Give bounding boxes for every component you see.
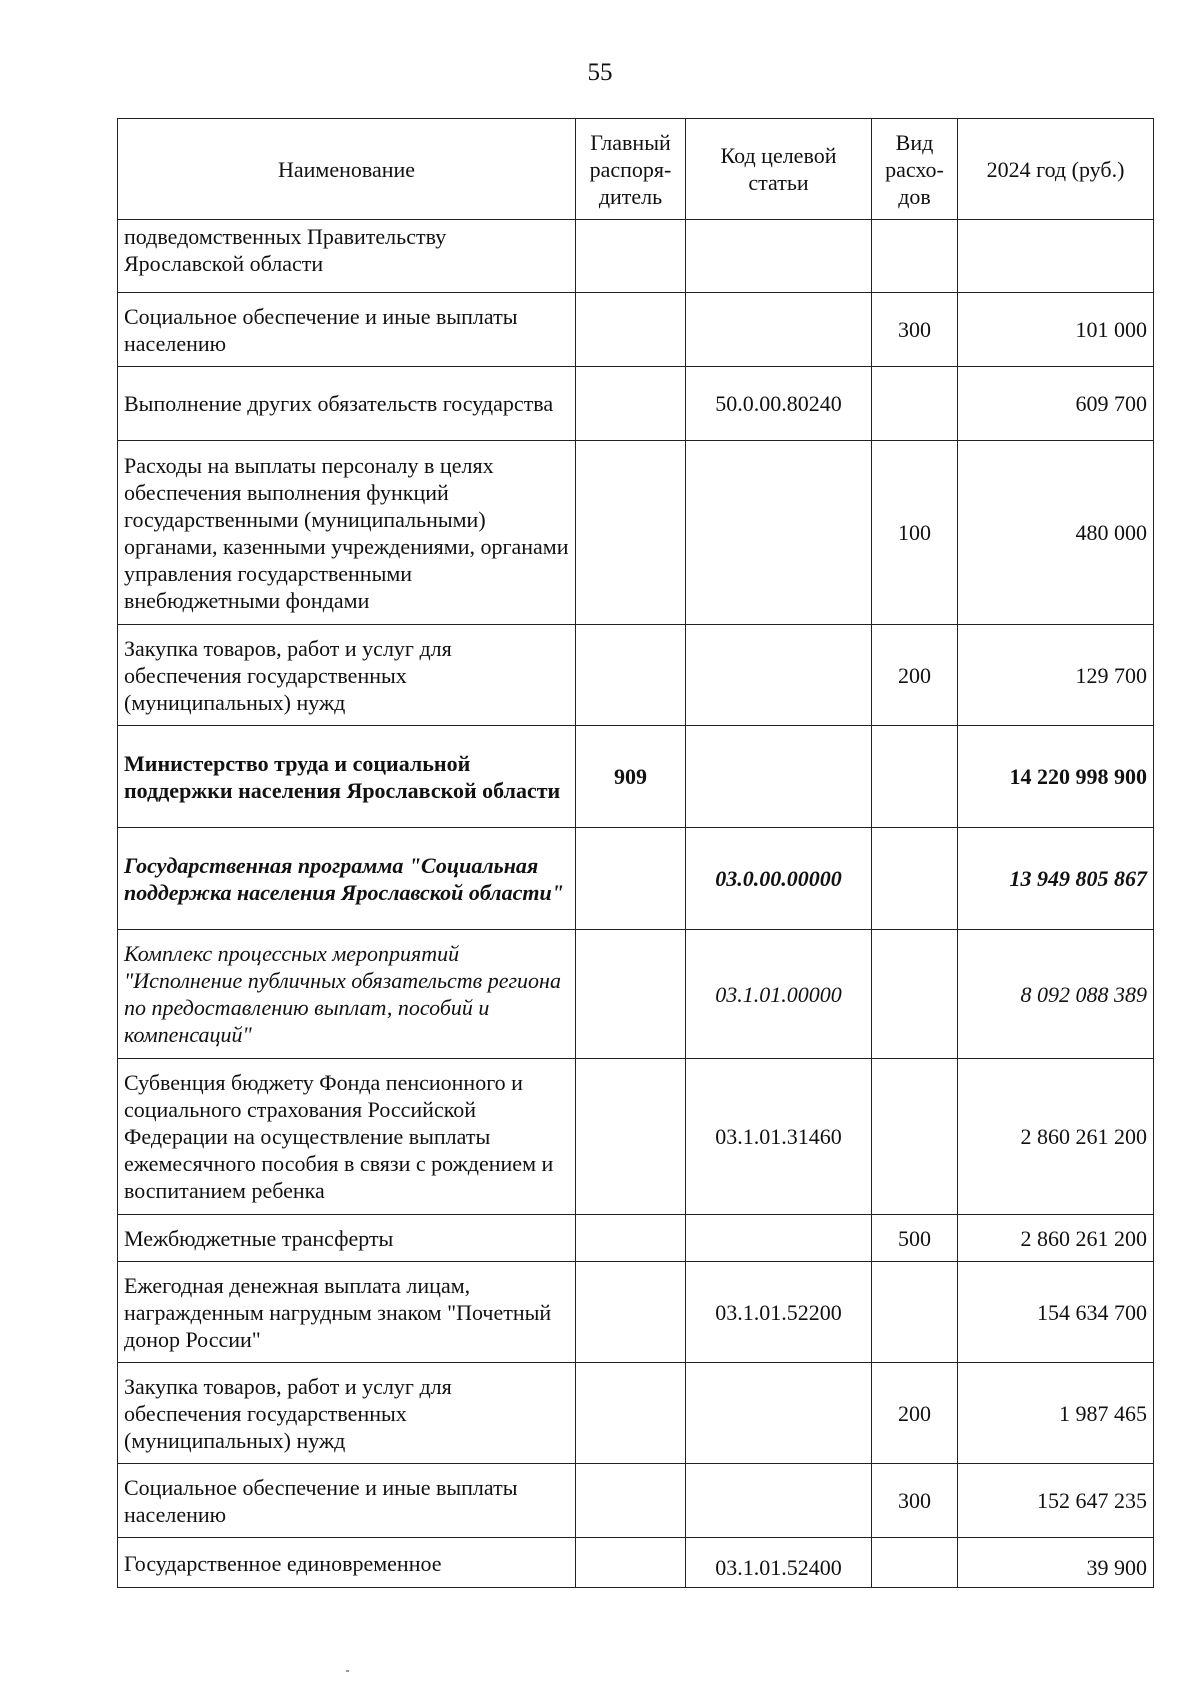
cell-admin: [576, 441, 686, 625]
cell-code: [686, 220, 872, 293]
cell-type: [872, 726, 958, 828]
page-number: 55: [587, 59, 613, 86]
cell-amount: 14 220 998 900: [958, 726, 1154, 828]
cell-admin: 909: [576, 726, 686, 828]
cell-type: 100: [872, 441, 958, 625]
cell-type: [872, 930, 958, 1059]
cell-amount: 152 647 235: [958, 1464, 1154, 1538]
cell-name: Ежегодная денежная выплата лицам, награжденным нагрудным знаком "Почетный донор России": [118, 1262, 576, 1363]
cell-code: 03.1.01.52400: [686, 1538, 872, 1588]
cell-name: Межбюджетные трансферты: [118, 1215, 576, 1262]
header-amount: 2024 год (руб.): [958, 119, 1154, 220]
cell-name: Субвенция бюджету Фонда пенсионного и социального страхования Российской Федерации на осуществление выплаты ежемесячного пособия в связи с рождением и воспитанием ребенка: [118, 1059, 576, 1215]
cell-amount: 609 700: [958, 367, 1154, 441]
cell-admin: [576, 930, 686, 1059]
cell-amount: 129 700: [958, 625, 1154, 726]
header-admin: Главный распоря-дитель: [576, 119, 686, 220]
budget-table: [117, 118, 1154, 1588]
cell-code: 03.1.01.52200: [686, 1262, 872, 1363]
table-row: [118, 1215, 1154, 1262]
cell-amount: 39 900: [958, 1538, 1154, 1588]
cell-name: Социальное обеспечение и иные выплаты населению: [118, 1464, 576, 1538]
cell-name: Расходы на выплаты персоналу в целях обеспечения выполнения функций государственными (муниципальными) органами, казенными учреждениями, органами управления государственными внебюджетными фондами: [118, 441, 576, 625]
cell-name: Государственное единовременное: [118, 1538, 576, 1588]
cell-type: [872, 1262, 958, 1363]
table-row: [118, 293, 1154, 367]
table-row: [118, 367, 1154, 441]
table-row: [118, 1262, 1154, 1363]
cell-name: Выполнение других обязательств государства: [118, 367, 576, 441]
cell-amount: 8 092 088 389: [958, 930, 1154, 1059]
table-row: [118, 930, 1154, 1059]
scan-speck: [346, 1670, 349, 1672]
cell-amount: 101 000: [958, 293, 1154, 367]
cell-amount: 2 860 261 200: [958, 1059, 1154, 1215]
cell-code: 03.1.01.00000: [686, 930, 872, 1059]
cell-admin: [576, 367, 686, 441]
cell-admin: [576, 293, 686, 367]
header-name: Наименование: [118, 119, 576, 220]
cell-admin: [576, 625, 686, 726]
cell-code: [686, 726, 872, 828]
cell-type: [872, 367, 958, 441]
table-row: [118, 726, 1154, 828]
cell-admin: [576, 1363, 686, 1464]
cell-admin: [576, 828, 686, 930]
cell-code: [686, 1363, 872, 1464]
cell-name: Государственная программа "Социальная поддержка населения Ярославской области": [118, 828, 576, 930]
table-row: [118, 220, 1154, 293]
cell-amount: 1 987 465: [958, 1363, 1154, 1464]
table-row: [118, 828, 1154, 930]
header-code: Код целевой статьи: [686, 119, 872, 220]
header-type: Вид расхо-дов: [872, 119, 958, 220]
cell-type: 200: [872, 1363, 958, 1464]
cell-amount: [958, 220, 1154, 293]
cell-amount: 13 949 805 867: [958, 828, 1154, 930]
cell-type: [872, 828, 958, 930]
header-row: [118, 119, 1154, 220]
table-row: [118, 625, 1154, 726]
cell-admin: [576, 1464, 686, 1538]
cell-name: Социальное обеспечение и иные выплаты населению: [118, 293, 576, 367]
cell-type: [872, 1059, 958, 1215]
cell-code: 50.0.00.80240: [686, 367, 872, 441]
cell-code: 03.1.01.31460: [686, 1059, 872, 1215]
table-row: [118, 1059, 1154, 1215]
cell-type: [872, 220, 958, 293]
cell-type: 500: [872, 1215, 958, 1262]
cell-code: [686, 1464, 872, 1538]
cell-amount: 480 000: [958, 441, 1154, 625]
cell-name: Комплекс процессных мероприятий "Исполнение публичных обязательств региона по предоставлению выплат, пособий и компенсаций": [118, 930, 576, 1059]
cell-name: Закупка товаров, работ и услуг для обеспечения государственных (муниципальных) нужд: [118, 625, 576, 726]
cell-type: 200: [872, 625, 958, 726]
cell-code: [686, 1215, 872, 1262]
table-row: [118, 1464, 1154, 1538]
table-row: [118, 1538, 1154, 1588]
cell-admin: [576, 1538, 686, 1588]
cell-code: 03.0.00.00000: [686, 828, 872, 930]
cell-type: 300: [872, 293, 958, 367]
cell-name: Министерство труда и социальной поддержки населения Ярославской области: [118, 726, 576, 828]
cell-admin: [576, 1215, 686, 1262]
cell-type: [872, 1538, 958, 1588]
cell-admin: [576, 1262, 686, 1363]
cell-code: [686, 625, 872, 726]
cell-admin: [576, 1059, 686, 1215]
cell-amount: 154 634 700: [958, 1262, 1154, 1363]
table-row: [118, 441, 1154, 625]
cell-amount: 2 860 261 200: [958, 1215, 1154, 1262]
table-row: [118, 1363, 1154, 1464]
cell-code: [686, 293, 872, 367]
cell-name: подведомственных Правительству Ярославской области: [118, 220, 576, 293]
cell-code: [686, 441, 872, 625]
cell-name: Закупка товаров, работ и услуг для обеспечения государственных (муниципальных) нужд: [118, 1363, 576, 1464]
cell-admin: [576, 220, 686, 293]
cell-type: 300: [872, 1464, 958, 1538]
